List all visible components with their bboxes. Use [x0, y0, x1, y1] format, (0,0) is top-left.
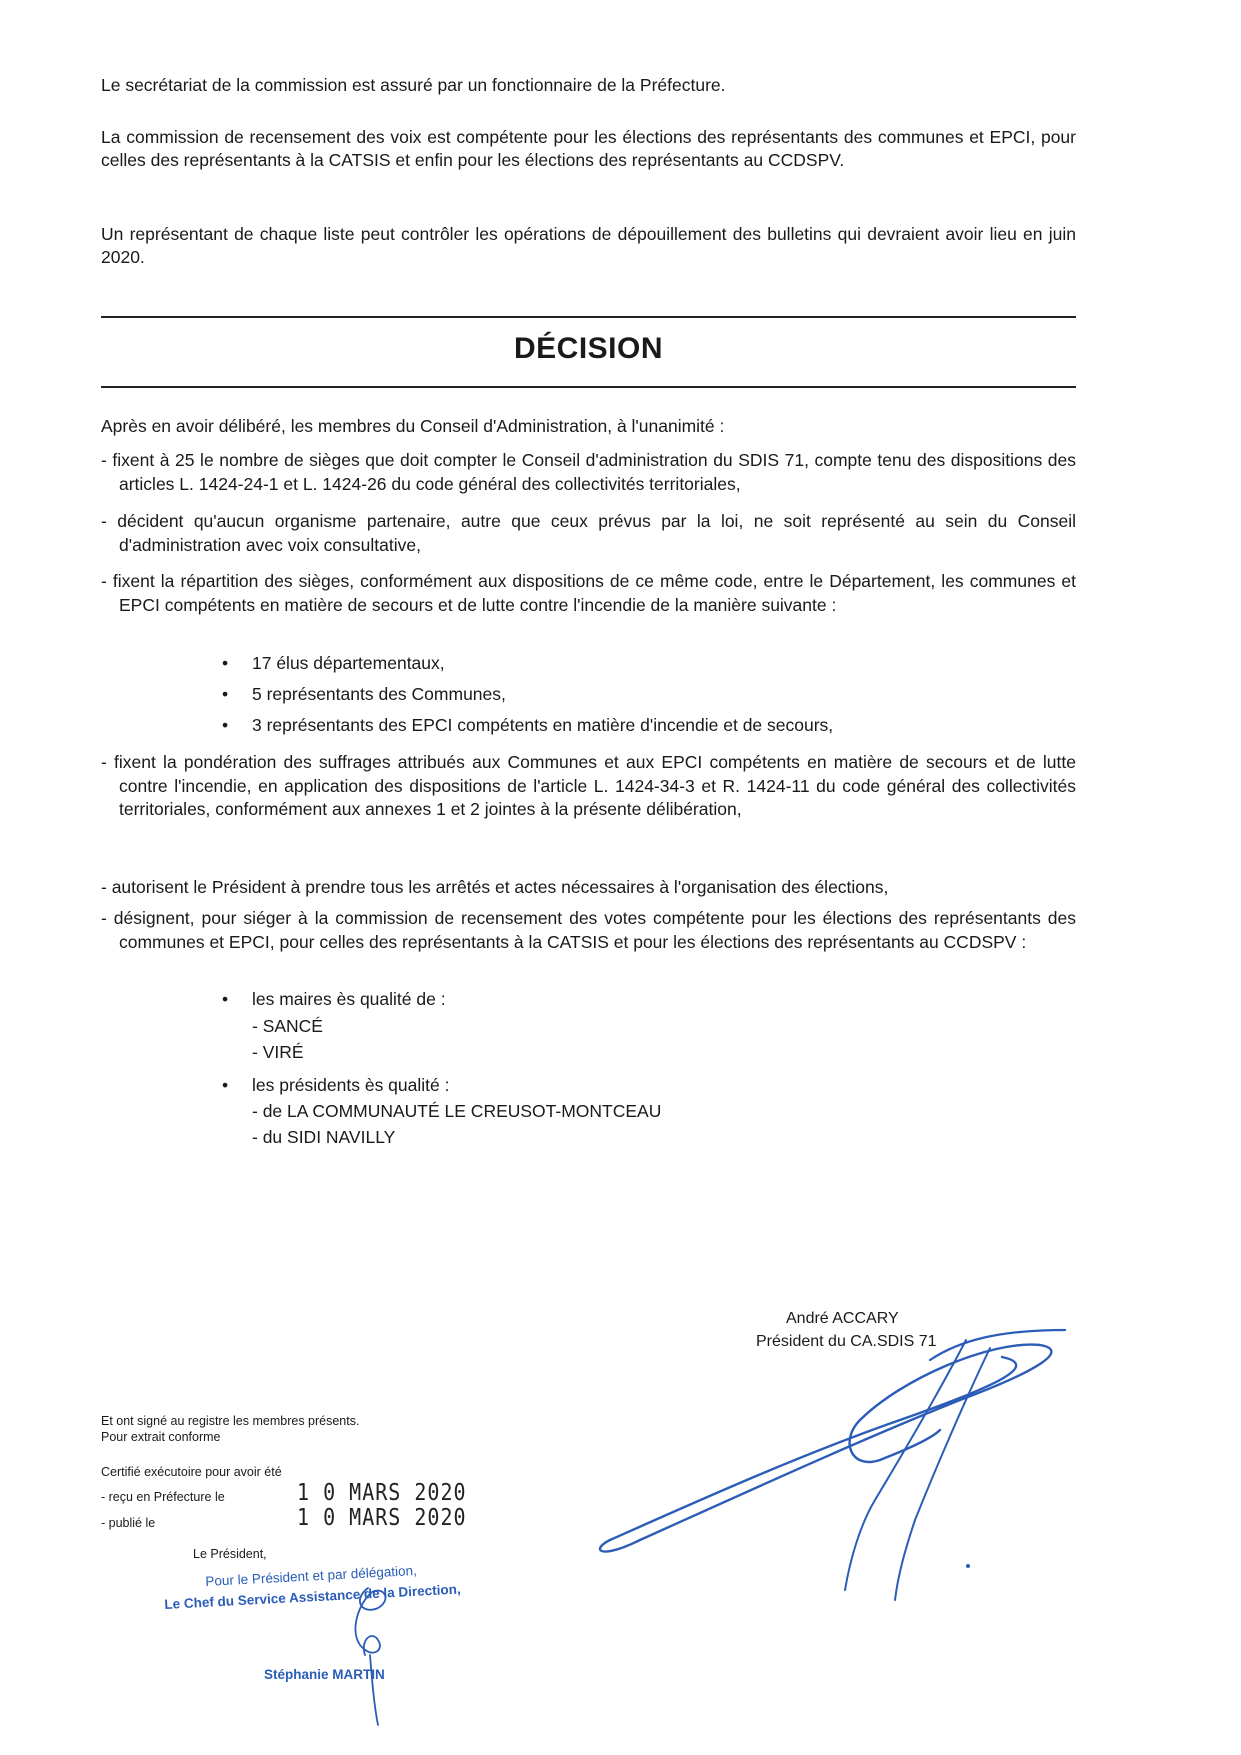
president-creusot-montceau: - de LA COMMUNAUTÉ LE CREUSOT-MONTCEAU	[252, 1101, 662, 1121]
footer-president-label: Le Président,	[193, 1547, 267, 1561]
received-date-stamp: 1 0 MARS 2020	[297, 1478, 467, 1506]
decision-item-weighting: - fixent la pondération des suffrages attribués aux Communes et aux EPCI compétents en matière de secours et de lutte contre l'incendie, en application des dispositions de l'article L. 1424-34-3 et R. 1424-11 du code général des collectivités territoriales, conformément aux annexes 1 et 2 jointes à la présente délibération,	[101, 752, 1076, 819]
footer-extract-line: Pour extrait conforme	[101, 1430, 221, 1444]
footer-received-label: - reçu en Préfecture le	[101, 1490, 225, 1504]
intro-paragraph-2: La commission de recensement des voix est compétente pour les élections des représentants des communes et EPCI, pour celles des représentants à la CATSIS et enfin pour les élections des représentants au CCDSPV.	[101, 127, 1076, 170]
president-sidi-navilly: - du SIDI NAVILLY	[252, 1127, 396, 1147]
decision-item-authorize: - autorisent le Président à prendre tous les arrêtés et actes nécessaires à l'organisation des élections,	[101, 877, 889, 897]
decision-title: DÉCISION	[513, 332, 664, 365]
footer-published-label: - publié le	[101, 1516, 156, 1530]
intro-paragraph-1: Le secrétariat de la commission est assuré par un fonctionnaire de la Préfecture.	[101, 75, 726, 95]
seat-list-item: • 5 représentants des Communes,	[222, 684, 506, 704]
seat-list-item: • 3 représentants des EPCI compétents en matière d'incendie et de secours,	[222, 715, 834, 735]
delegate-name: Stéphanie MARTIN	[264, 1667, 385, 1682]
decision-item-no-partner: - décident qu'aucun organisme partenaire, autre que ceux prévus par la loi, ne soit représenté au sein du Conseil d'administration avec voix consultative,	[101, 511, 1076, 555]
mayor-sance: - SANCÉ	[252, 1016, 323, 1036]
decision-item-seats-count: - fixent à 25 le nombre de sièges que doit compter le Conseil d'administration du SDIS 71, compte tenu des dispositions des articles L. 1424-24-1 et L. 1424-26 du code général des collectivités territoriales,	[101, 450, 1076, 494]
seat-list-item: • 17 élus départementaux,	[222, 653, 445, 673]
mayor-vire: - VIRÉ	[252, 1042, 304, 1062]
signatory-role: Président du CA.SDIS 71	[756, 1333, 937, 1350]
decision-item-designate: - désignent, pour siéger à la commission de recensement des votes compétente pour les élections des représentants des communes et EPCI, pour celles des représentants à la CATSIS et pour les élections des représentants au CCDSPV :	[101, 908, 1076, 952]
mayors-label: • les maires ès qualité de :	[222, 989, 446, 1009]
delegation-stamp-line-1: Pour le Président et par délégation,	[205, 1562, 418, 1589]
presidents-label: • les présidents ès qualité :	[222, 1075, 450, 1095]
decision-item-distribution: - fixent la répartition des sièges, conformément aux dispositions de ce même code, entre le Département, les communes et EPCI compétents en matière de secours et de lutte contre l'incendie de la manière suivante :	[101, 571, 1076, 615]
delegation-stamp-line-2: Le Chef du Service Assistance de la Direction,	[164, 1581, 461, 1612]
footer-registry-line: Et ont signé au registre les membres présents.	[101, 1414, 360, 1428]
decision-lead: Après en avoir délibéré, les membres du Conseil d'Administration, à l'unanimité :	[101, 416, 725, 436]
signatory-name: André ACCARY	[786, 1310, 899, 1327]
intro-paragraph-3: Un représentant de chaque liste peut contrôler les opérations de dépouillement des bulletins qui devraient avoir lieu en juin 2020.	[101, 224, 1076, 267]
footer-certified-line: Certifié exécutoire pour avoir été	[101, 1465, 282, 1479]
published-date-stamp: 1 0 MARS 2020	[297, 1503, 467, 1531]
